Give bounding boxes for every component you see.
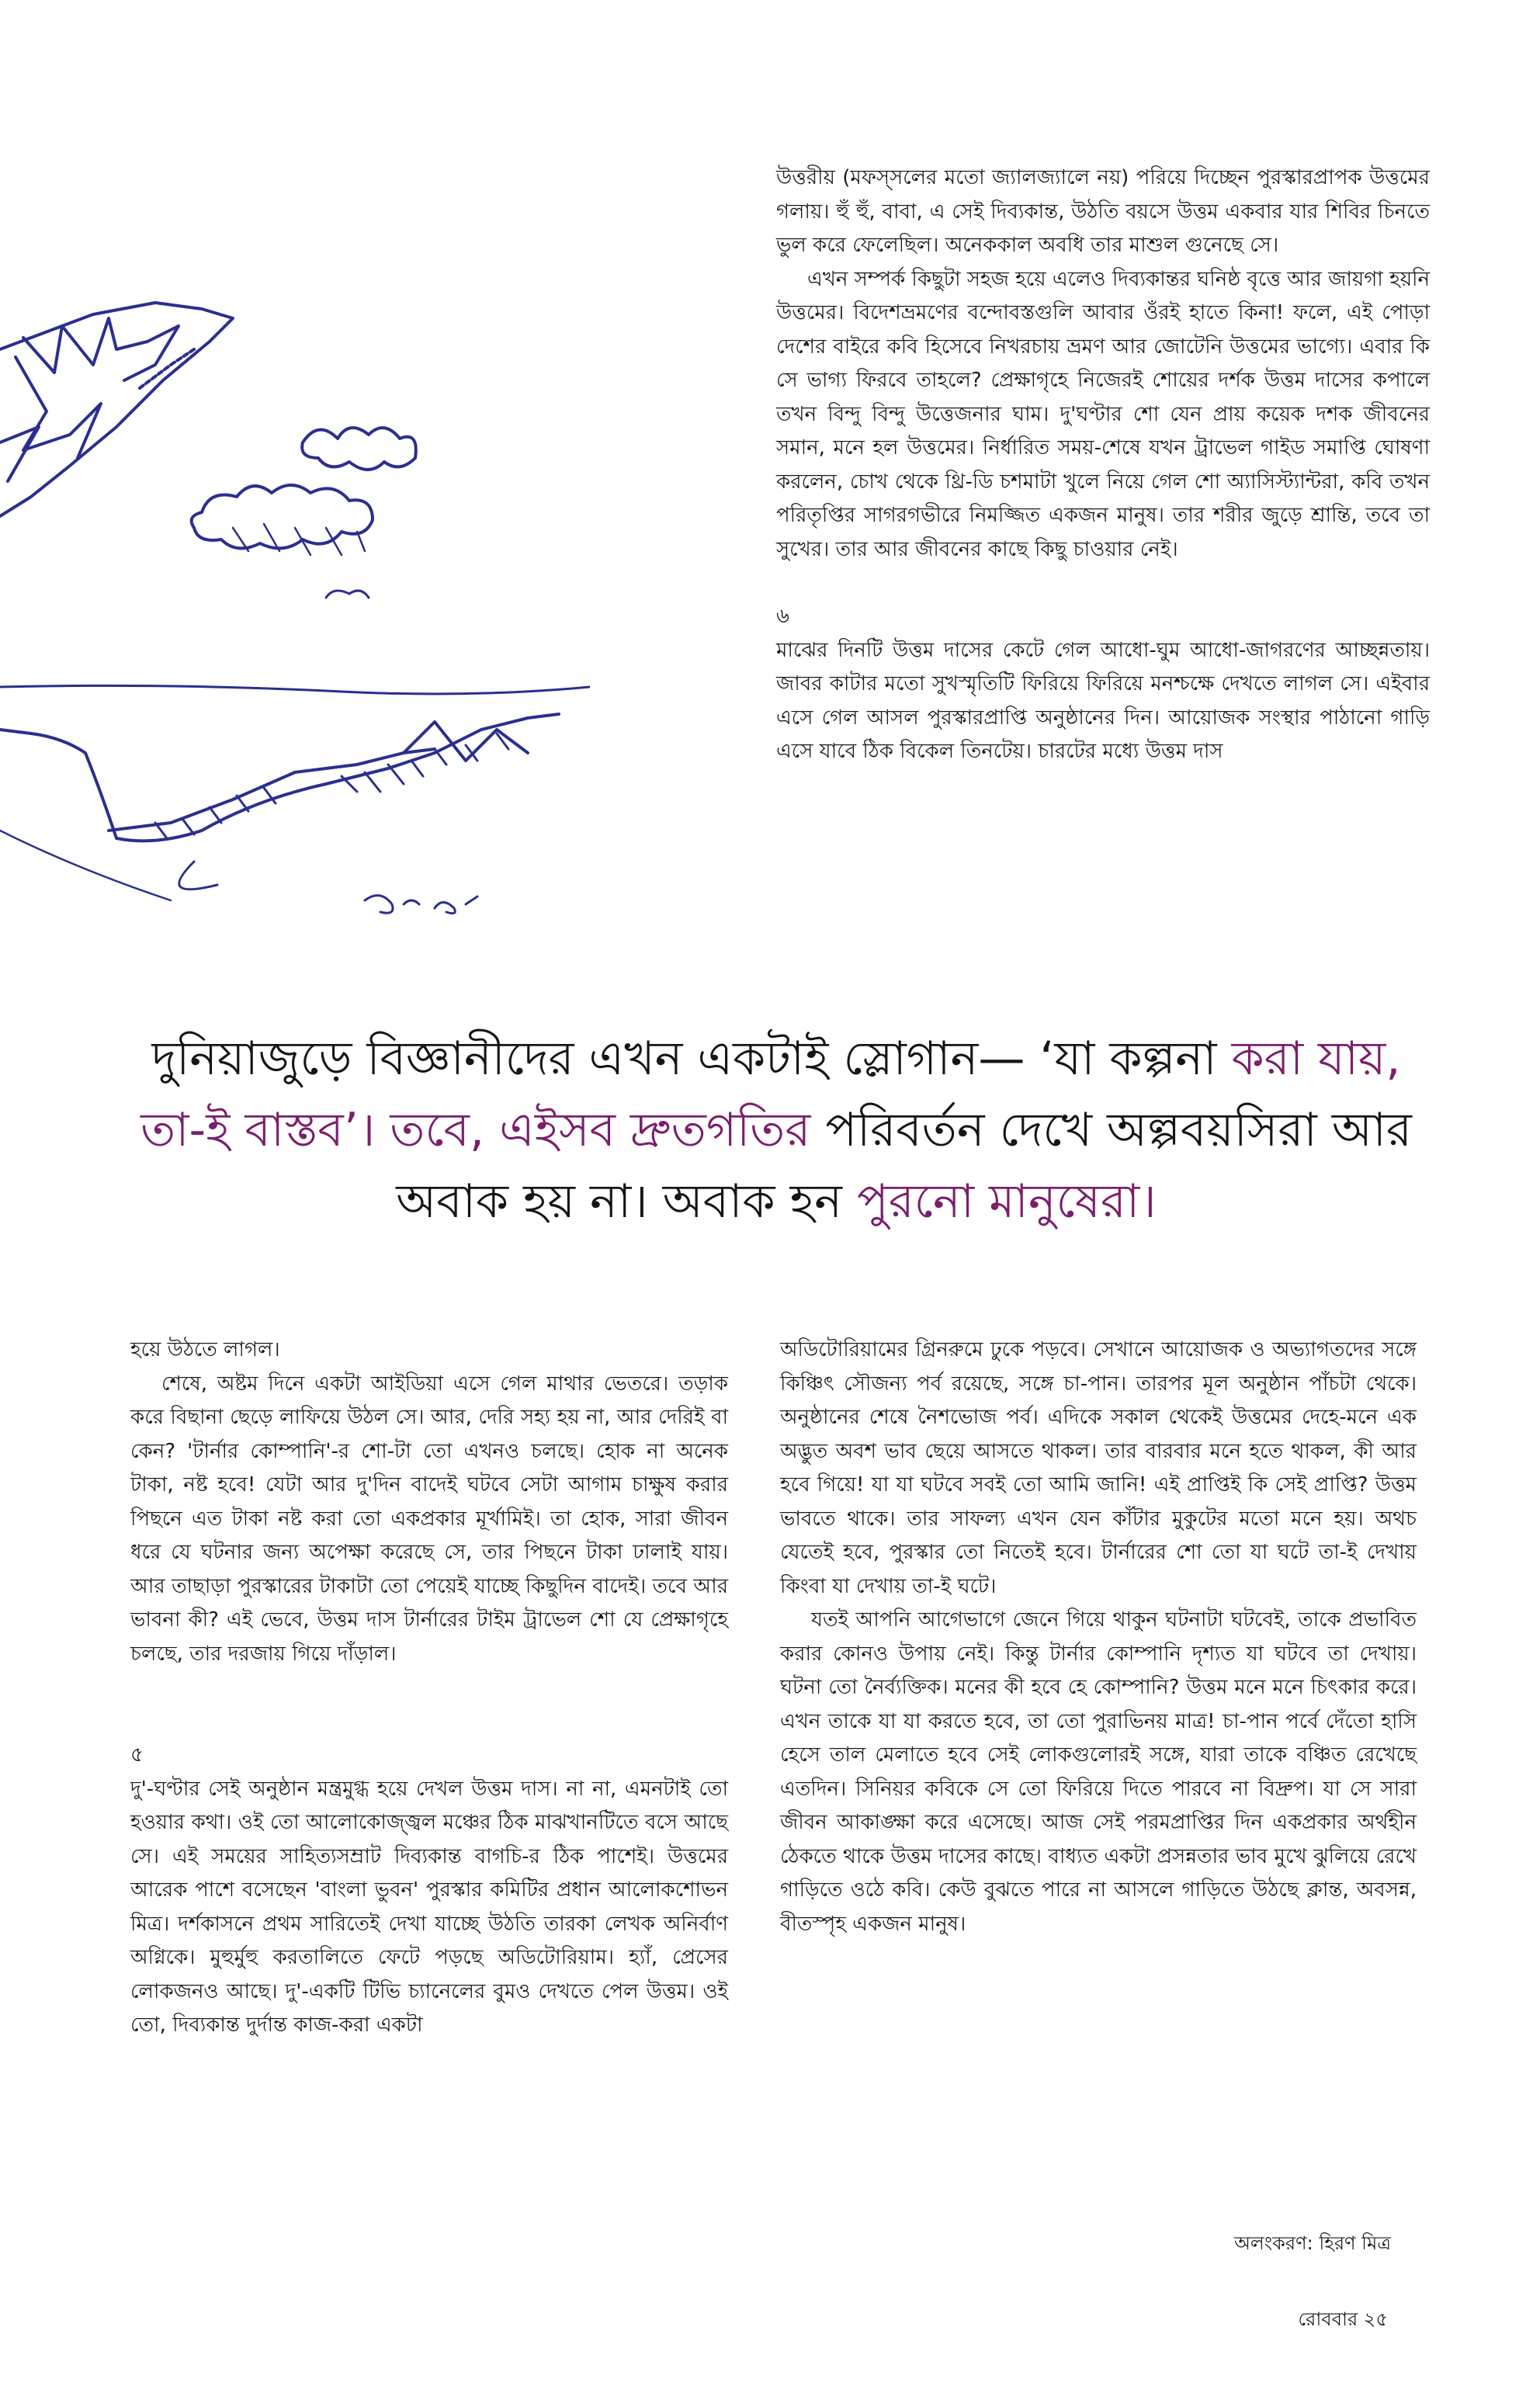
article-column-top: [776, 161, 1430, 769]
paragraph: হয়ে উঠতে লাগল।: [130, 1338, 280, 1361]
paragraph: দু'-ঘণ্টার সেই অনুষ্ঠান মন্ত্রমুগ্ধ হয়ে দেখল উত্তম দাস। না না, এমনটাই তো হওয়ার কথা। ওই তো আলোকোজ্জ্বল মঞ্চের ঠিক মাঝখানটিতে বসে আছে সে। এই সময়ের সাহিত্যসম্রাট দিব্যকান্ত বাগচি-র ঠিক পাশেই। উত্তমের আরেক পাশে বসেছেন 'বাংলা ভুবন' পুরস্কার কমিটির প্রধান আলোকশোভন মিত্র। দর্শকাসনে প্রথম সারিতেই দেখা যাচ্ছে উঠতি তারকা লেখক অনির্বাণ অগ্নিকে। মুহুর্মুহু করতালিতে ফেটে পড়ছে অডিটোরিয়াম। হ্যাঁ, প্রেসের লোকজনও আছে। দু'-একটি টিভি চ্যানেলের বুমও দেখতে পেল উত্তম। ওই তো, দিব্যকান্ত দুর্দান্ত কাজ-করা একটা: [130, 1777, 728, 2037]
pull-quote: [124, 1023, 1428, 1237]
paragraph: অডিটোরিয়ামের গ্রিনরুমে ঢুকে পড়বে। সেখানে আয়োজক ও অভ্যাগতদের সঙ্গে কিঞ্চিৎ সৌজন্য পর্ব রয়েছে, সঙ্গে চা-পান। তারপর মূল অনুষ্ঠান পাঁচটা থেকে। অনুষ্ঠানের শেষে নৈশভোজ পর্ব। এদিকে সকাল থেকেই উত্তমের দেহে-মনে এক অদ্ভুত অবশ ভাব ছেয়ে আসতে থাকল। তার বারবার মনে হতে থাকল, কী আর হবে গিয়ে! যা যা ঘটবে সবই তো আমি জানি! এই প্রাপ্তিই কি সেই প্রাপ্তি? উত্তম ভাবতে থাকে। তার সাফল্য এখন যেন কাঁটার মুকুটের মতো মনে হয়। অথচ যেতেই হবে, পুরস্কার তো নিতেই হবে। টার্নারের শো তো যা ঘটে তা-ই দেখায় কিংবা যা দেখায় তা-ই ঘটে।: [780, 1338, 1417, 1598]
paragraph: এখন সম্পর্ক কিছুটা সহজ হয়ে এলেও দিব্যকান্তর ঘনিষ্ঠ বৃত্তে আর জায়গা হয়নি উত্তমের। বিদেশভ্রমণের বন্দোবস্তগুলি আবার ওঁরই হাতে কিনা! ফলে, এই পোড়া দেশের বাইরে কবি হিসেবে নিখরচায় ভ্রমণ আর জোটেনি উত্তমের ভাগ্যে। এবার কি সে ভাগ্য ফিরবে তাহলে? প্রেক্ষাগৃহে নিজেরই শোয়ের দর্শক উত্তম দাসের কপালে তখন বিন্দু বিন্দু উত্তেজনার ঘাম। দু'ঘণ্টার শো যেন প্রায় কয়েক দশক জীবনের সমান, মনে হল উত্তমের। নির্ধারিত সময়-শেষে যখন ট্রাভেল গাইড সমাপ্তি ঘোষণা করলেন, চোখ থেকে থ্রি-ডি চশমাটা খুলে নিয়ে গেল শো অ্যাসিস্ট্যান্টরা, কবি তখন পরিতৃপ্তির সাগরগভীরে নিমজ্জিত একজন মানুষ। তার শরীর জুড়ে শ্রান্তি, তবে তা সুখের। তার আর জীবনের কাছে কিছু চাওয়ার নেই।: [776, 267, 1430, 561]
article-column-right: [780, 1333, 1417, 1941]
page-folio: রোববার ২৫: [1298, 2308, 1388, 2330]
pull-quote-highlight: পুরনো মানুষেরা।: [856, 1174, 1157, 1229]
section-number: ৫: [130, 1743, 144, 1767]
pull-quote-text: পরিবর্তন দেখে অল্পবয়সিরা আর অবাক হয় না। অবাক হন: [396, 1103, 1412, 1229]
pull-quote-highlight: করা যায়, তা-ই বাস্তব’। তবে, এইসব দ্রুতগতির: [140, 1032, 1401, 1157]
paragraph: শেষে, অষ্টম দিনে একটা আইডিয়া এসে গেল মাথার ভেতরে। তড়াক করে বিছানা ছেড়ে লাফিয়ে উঠল সে। আর, দেরি সহ্য হয় না, আর দেরিই বা কেন? 'টার্নার কোম্পানি'-র শো-টা তো এখনও চলছে। হোক না অনেক টাকা, নষ্ট হবে! যেটা আর দু'দিন বাদেই ঘটবে সেটা আগাম চাক্ষুষ করার পিছনে এত টাকা নষ্ট করা তো একপ্রকার মূর্খামিই। তা হোক, সারা জীবন ধরে যে ঘটনার জন্য অপেক্ষা করেছে সে, তার পিছনে টাকা ঢালাই যায়। আর তাছাড়া পুরস্কারের টাকাটা তো পেয়েই যাচ্ছে কিছুদিন বাদেই। তবে আর ভাবনা কী? এই ভেবে, উত্তম দাস টার্নারের টাইম ট্রাভেল শো যে প্রেক্ষাগৃহে চলছে, তার দরজায় গিয়ে দাঁড়াল।: [130, 1372, 728, 1666]
pull-quote-text: দুনিয়াজুড়ে বিজ্ঞানীদের এখন একটাই স্লোগান— ‘যা কল্পনা: [151, 1032, 1232, 1086]
article-column-left: [130, 1333, 728, 2043]
paragraph: উত্তরীয় (মফস্‌সলের মতো জ্যালজ্যালে নয়) পরিয়ে দিচ্ছেন পুরস্কারপ্রাপক উত্তমের গলায়। হুঁ হুঁ, বাবা, এ সেই দিব্যকান্ত, উঠতি বয়সে উত্তম একবার যার শিবির চিনতে ভুল করে ফেলেছিল। অনেককাল অবধি তার মাশুল গুনেছে সে।: [776, 166, 1430, 257]
illustration-credit: অলংকরণ: হিরণ মিত্র: [1234, 2232, 1391, 2254]
pen-sketch-illustration: [0, 295, 590, 931]
paragraph: মাঝের দিনটি উত্তম দাসের কেটে গেল আধো-ঘুম আধো-জাগরণের আচ্ছন্নতায়। জাবর কাটার মতো সুখস্মৃতিটি ফিরিয়ে ফিরিয়ে মনশ্চক্ষে দেখতে লাগল সে। এইবার এসে গেল আসল পুরস্কারপ্রাপ্তি অনুষ্ঠানের দিন। আয়োজক সংস্থার পাঠানো গাড়ি এসে যাবে ঠিক বিকেল তিনটেয়। চারটের মধ্যে উত্তম দাস: [776, 638, 1430, 763]
section-number: ৬: [776, 605, 789, 628]
paragraph: যতই আপনি আগেভাগে জেনে গিয়ে থাকুন ঘটনাটা ঘটবেই, তাকে প্রভাবিত করার কোনও উপায় নেই। কিন্তু টার্নার কোম্পানি দৃশ্যত যা ঘটবে তা দেখায়। ঘটনা তো নৈর্ব্যক্তিক। মনের কী হবে হে কোম্পানি? উত্তম মনে মনে চিৎকার করে। এখন তাকে যা যা করতে হবে, তা তো পুরাভিনয় মাত্র! চা-পান পর্বে দেঁতো হাসি হেসে তাল মেলাতে হবে সেই লোকগুলোরই সঙ্গে, যারা তাকে বঞ্চিত রেখেছে এতদিন। সিনিয়র কবিকে সে তো ফিরিয়ে দিতে পারবে না বিদ্রুপ। যা সে সারা জীবন আকাঙ্ক্ষা করে এসেছে। আজ সেই পরমপ্রাপ্তির দিন একপ্রকার অর্থহীন ঠেকতে থাকে উত্তম দাসের কাছে। বাধ্যত একটা প্রসন্নতার ভাব মুখে ঝুলিয়ে রেখে গাড়িতে ওঠে কবি। কেউ বুঝতে পারে না আসলে গাড়িতে উঠছে ক্লান্ত, অবসন্ন, বীতস্পৃহ একজন মানুষ।: [780, 1608, 1417, 1936]
